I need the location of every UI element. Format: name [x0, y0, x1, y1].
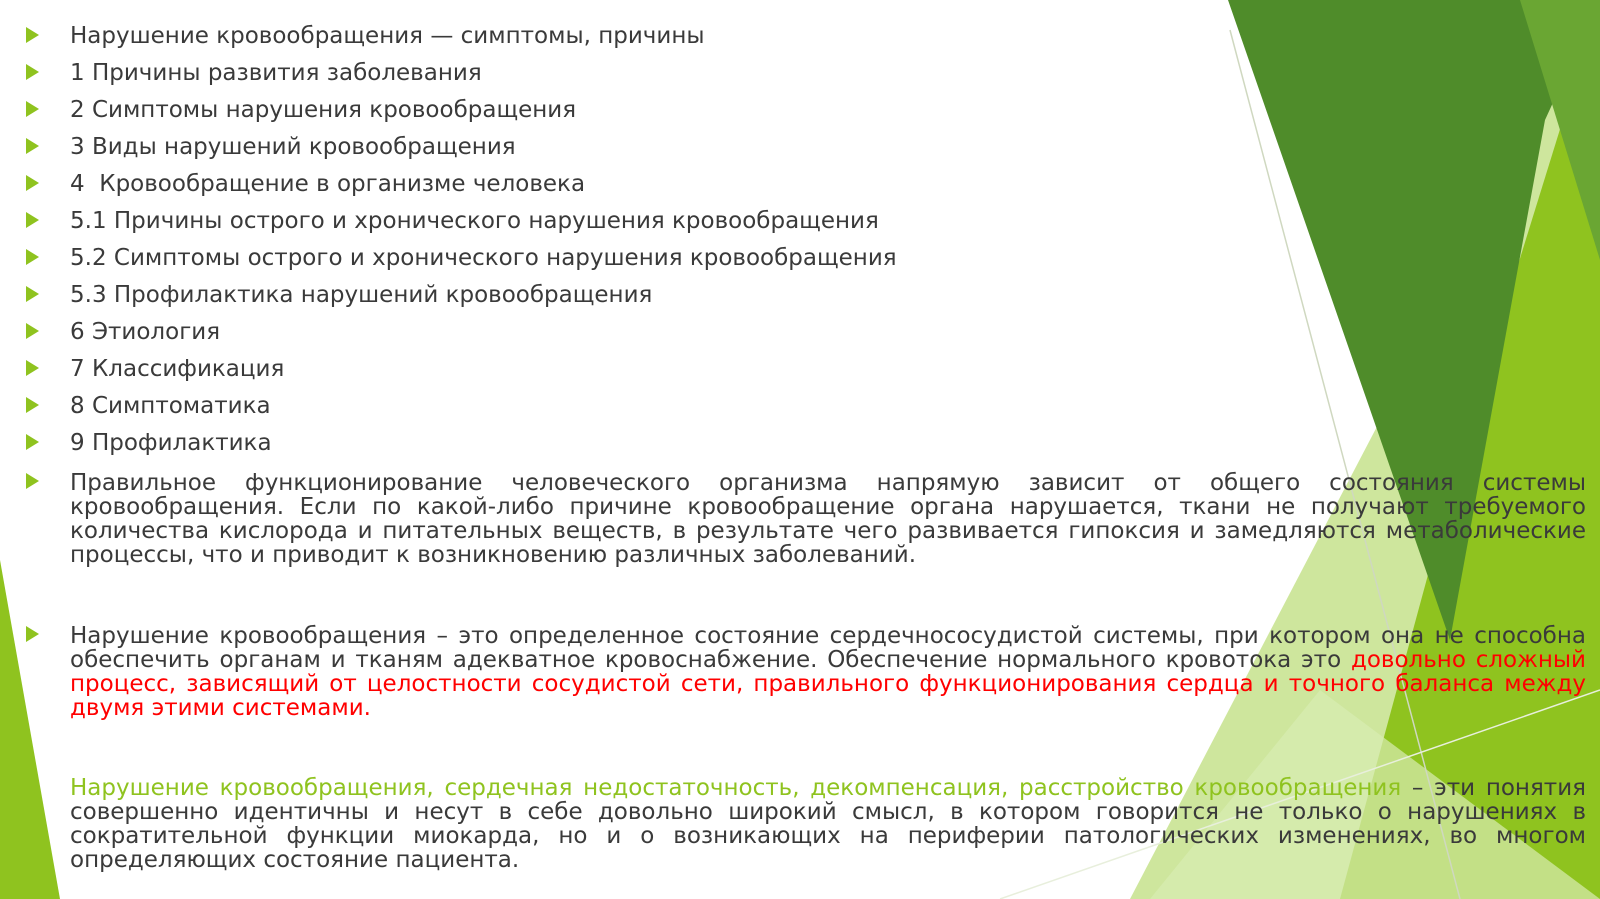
bullet-arrow-icon — [26, 360, 39, 376]
bullet-arrow-icon — [26, 434, 39, 450]
toc-item: Нарушение кровообращения — симптомы, причины — [70, 21, 705, 51]
bullet-arrow-icon — [26, 212, 39, 228]
bullet-arrow-icon — [26, 64, 39, 80]
paragraph-definition: Нарушение кровообращения – это определенное состояние сердечнососудистой системы, при котором она не способна обеспечить органам и тканям адекватное кровоснабжение. Обеспечение нормального кровотока это довольно сложный процесс, зависящий от целостности сосудистой сети, правильного функционирования сердца и точного баланса между двумя этими системами. — [70, 624, 1586, 720]
toc-item: 1 Причины развития заболевания — [70, 58, 482, 88]
bullet-arrow-icon — [26, 249, 39, 265]
bullet-arrow-icon — [26, 175, 39, 191]
toc-item: 4 Кровообращение в организме человека — [70, 169, 585, 199]
toc-item: 8 Симптоматика — [70, 391, 271, 421]
toc-item: 7 Классификация — [70, 354, 284, 384]
toc-item: 5.3 Профилактика нарушений кровообращения — [70, 280, 652, 310]
toc-item: 5.1 Причины острого и хронического нарушения кровообращения — [70, 206, 879, 236]
paragraph-synonyms: Нарушение кровообращения, сердечная недостаточность, декомпенсация, расстройство кровообращения – эти понятия совершенно идентичны и несут в себе довольно широкий смысл, в котором говорится не только о нарушениях в сократительной функции миокарда, но и о возникающих на периферии патологических изменениях, во многом определяющих состояние пациента. — [70, 775, 1586, 873]
bullet-arrow-icon — [26, 101, 39, 117]
bullet-arrow-icon — [26, 323, 39, 339]
bullet-arrow-icon — [26, 397, 39, 413]
bullet-arrow-icon — [26, 286, 39, 302]
bullet-arrow-icon — [26, 473, 39, 489]
toc-item: 9 Профилактика — [70, 428, 272, 458]
toc-item: 3 Виды нарушений кровообращения — [70, 132, 516, 162]
bullet-arrow-icon — [26, 138, 39, 154]
paragraph-intro: Правильное функционирование человеческого организма напрямую зависит от общего состояния системы кровообращения. Если по какой-либо причине кровообращение органа нарушается, ткани не получают требуемого количества кислорода и питательных веществ, в результате чего развивается гипоксия и замедляются метаболические процессы, что и приводит к возникновению различных заболеваний. — [70, 471, 1586, 567]
bullet-arrow-icon — [26, 27, 39, 43]
toc-item: 5.2 Симптомы острого и хронического нарушения кровообращения — [70, 243, 897, 273]
toc-item: 2 Симптомы нарушения кровообращения — [70, 95, 576, 125]
toc-item: 6 Этиология — [70, 317, 220, 347]
bullet-arrow-icon — [26, 626, 39, 642]
